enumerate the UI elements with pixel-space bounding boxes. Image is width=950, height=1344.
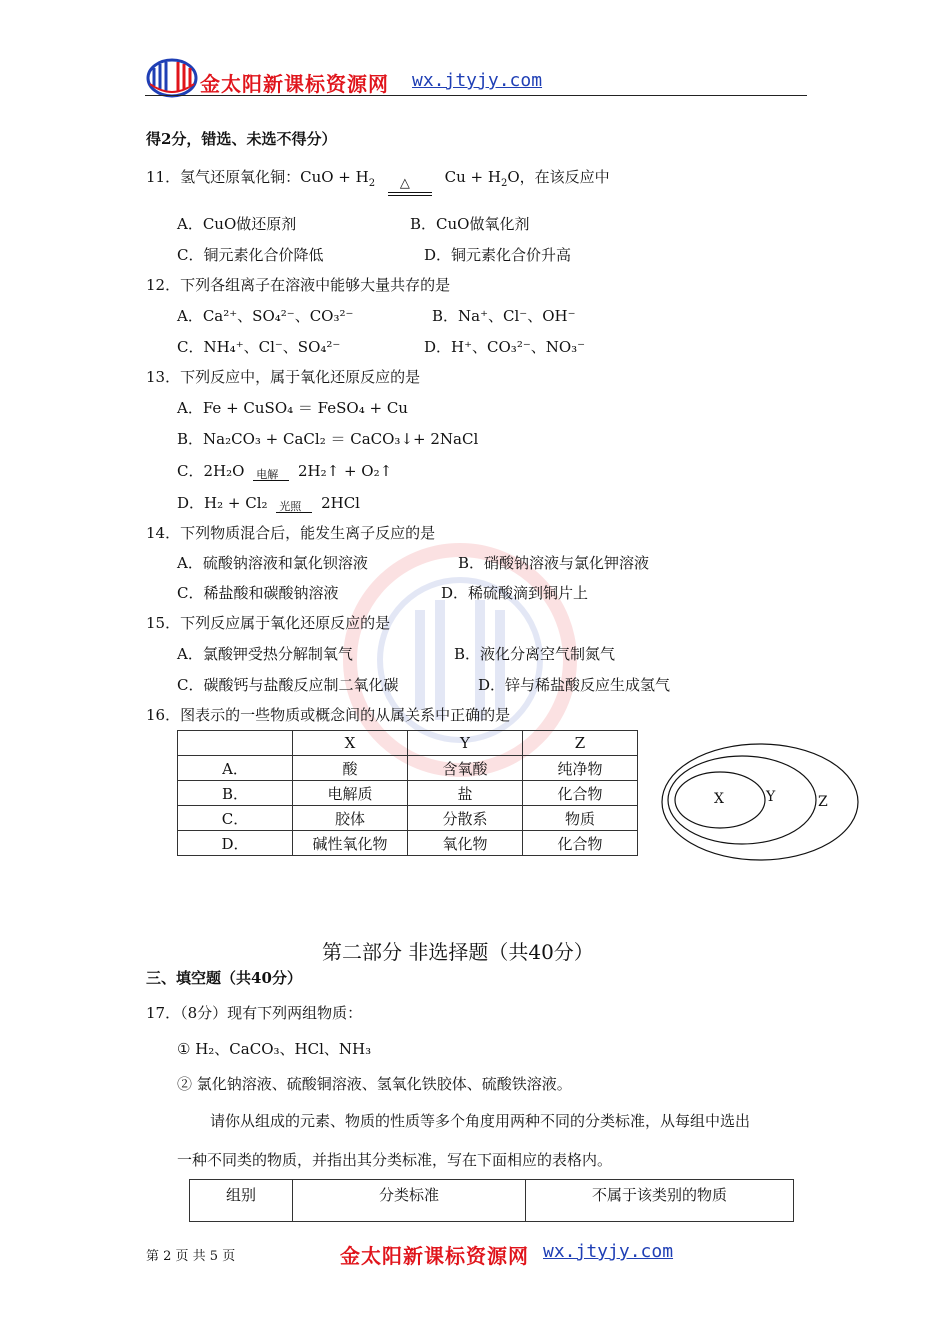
table-cell: C． xyxy=(178,806,293,831)
diagram-label-y: Y xyxy=(766,789,776,805)
part2-title: 第二部分 非选择题（共40分） xyxy=(322,940,594,964)
table-cell: A． xyxy=(178,756,293,781)
table-cell: 胶体 xyxy=(293,806,408,831)
table-row xyxy=(178,831,638,856)
q13-c-left: C．2H₂O xyxy=(177,462,245,480)
table-cell: 不属于该类别的物质 xyxy=(526,1180,794,1222)
q16-venn-diagram xyxy=(660,742,860,862)
q11-option-a: A．CuO做还原剂 xyxy=(177,215,297,233)
q17-group2: ② 氯化钠溶液、硫酸铜溶液、氢氧化铁胶体、硫酸铁溶液。 xyxy=(177,1075,572,1093)
table-cell: 纯净物 xyxy=(523,756,638,781)
ellipse-y xyxy=(668,756,816,844)
q11-sub2: 2 xyxy=(500,178,508,189)
q17-group1: ① H₂、CaCO₃、HCl、NH₃ xyxy=(177,1040,372,1058)
q12-option-d: D．H⁺、CO₃²⁻、NO₃⁻ xyxy=(424,338,586,356)
table-cell: 酸 xyxy=(293,756,408,781)
q13-stem: 13．下列反应中，属于氧化还原反应的是 xyxy=(146,368,421,386)
q12-option-c: C．NH₄⁺、Cl⁻、SO₄²⁻ xyxy=(177,338,341,356)
diagram-label-x: X xyxy=(714,791,724,807)
table-cell: 化合物 xyxy=(523,781,638,806)
table-cell: X xyxy=(293,731,408,756)
q11-prefix: 11．氢气还原氧化铜：CuO + H xyxy=(146,168,369,186)
table-cell: 盐 xyxy=(408,781,523,806)
footer-brand: 金太阳新课标资源网 xyxy=(340,1244,529,1268)
table-cell: Y xyxy=(408,731,523,756)
q14-option-a: A．硫酸钠溶液和氯化钡溶液 xyxy=(177,554,368,572)
q11-mid: Cu + H xyxy=(444,168,501,186)
table-row xyxy=(178,756,638,781)
q13-option-a: A．Fe + CuSO₄ ＝ FeSO₄ + Cu xyxy=(177,399,408,417)
q13-option-b: B．Na₂CO₃ + CaCl₂ ＝ CaCO₃↓+ 2NaCl xyxy=(177,430,479,448)
q13-c-condition: 电解 xyxy=(256,468,279,481)
q11-option-b: B．CuO做氧化剂 xyxy=(410,215,530,233)
q15-option-a: A．氯酸钾受热分解制氧气 xyxy=(177,645,353,663)
q17-stem: 17．（8分）现有下列两组物质： xyxy=(146,1004,363,1022)
q14-stem: 14．下列物质混合后，能发生离子反应的是 xyxy=(146,524,436,542)
q14-option-b: B．硝酸钠溶液与氯化钾溶液 xyxy=(458,554,650,572)
q15-option-b: B．液化分离空气制氮气 xyxy=(454,645,616,663)
section-title: 三、填空题（共40分） xyxy=(146,969,302,987)
table-header-row xyxy=(178,731,638,756)
q11-option-c: C．铜元素化合价降低 xyxy=(177,246,324,264)
q13-c-right: 2H₂↑ + O₂↑ xyxy=(297,462,393,480)
q11-stem xyxy=(146,166,610,189)
table-cell: 组别 xyxy=(190,1180,293,1222)
footer-url[interactable]: wx.jtyjy.com xyxy=(543,1241,674,1262)
table-row xyxy=(178,781,638,806)
q11-option-d: D．铜元素化合价升高 xyxy=(424,246,572,264)
q14-option-c: C．稀盐酸和碳酸钠溶液 xyxy=(177,584,339,602)
q17-paragraph-1: 请你从组成的元素、物质的性质等多个角度用两种不同的分类标准，从每组中选出 xyxy=(210,1112,751,1130)
diagram-label-z: Z xyxy=(818,794,828,810)
table-cell: 分类标准 xyxy=(293,1180,526,1222)
q15-option-d: D．锌与稀盐酸反应生成氢气 xyxy=(478,676,671,694)
q16-stem: 16．图表示的一些物质或概念间的从属关系中正确的是 xyxy=(146,706,511,724)
q15-option-c: C．碳酸钙与盐酸反应制二氧化碳 xyxy=(177,676,399,694)
intro-text: 得2分，错选、未选不得分） xyxy=(146,130,337,148)
q11-sub1: 2 xyxy=(368,178,376,189)
header-brand: 金太阳新课标资源网 xyxy=(200,72,389,96)
q13-d-left: D．H₂ + Cl₂ xyxy=(177,494,268,512)
table-cell: B． xyxy=(178,781,293,806)
q16-table xyxy=(177,730,638,856)
q13-d-right: 2HCl xyxy=(321,494,360,512)
header-divider xyxy=(145,95,807,96)
q12-stem: 12．下列各组离子在溶液中能够大量共存的是 xyxy=(146,276,451,294)
table-cell: 化合物 xyxy=(523,831,638,856)
q13-option-d xyxy=(177,492,360,513)
q13-option-c xyxy=(177,460,392,481)
q11-condition: △ xyxy=(399,176,410,191)
table-cell: 物质 xyxy=(523,806,638,831)
q13-d-condition: 光照 xyxy=(279,500,302,513)
table-header-row xyxy=(190,1180,794,1222)
header-logo xyxy=(146,56,198,100)
table-cell: D． xyxy=(178,831,293,856)
q12-option-b: B．Na⁺、Cl⁻、OH⁻ xyxy=(432,307,576,325)
q12-option-a: A．Ca²⁺、SO₄²⁻、CO₃²⁻ xyxy=(177,307,354,325)
q17-table xyxy=(189,1179,794,1222)
table-cell: 电解质 xyxy=(293,781,408,806)
table-cell: 氧化物 xyxy=(408,831,523,856)
table-cell xyxy=(178,731,293,756)
footer-page-number: 第 2 页 共 5 页 xyxy=(146,1249,236,1264)
q11-suffix: O，在该反应中 xyxy=(507,168,610,186)
q15-stem: 15．下列反应属于氧化还原反应的是 xyxy=(146,614,391,632)
q14-option-d: D．稀硫酸滴到铜片上 xyxy=(441,584,589,602)
table-cell: Z xyxy=(523,731,638,756)
table-cell: 碱性氧化物 xyxy=(293,831,408,856)
table-cell: 含氧酸 xyxy=(408,756,523,781)
header-url[interactable]: wx.jtyjy.com xyxy=(412,70,543,91)
table-cell: 分散系 xyxy=(408,806,523,831)
table-row xyxy=(178,806,638,831)
q17-paragraph-2: 一种不同类的物质，并指出其分类标准，写在下面相应的表格内。 xyxy=(177,1151,613,1169)
